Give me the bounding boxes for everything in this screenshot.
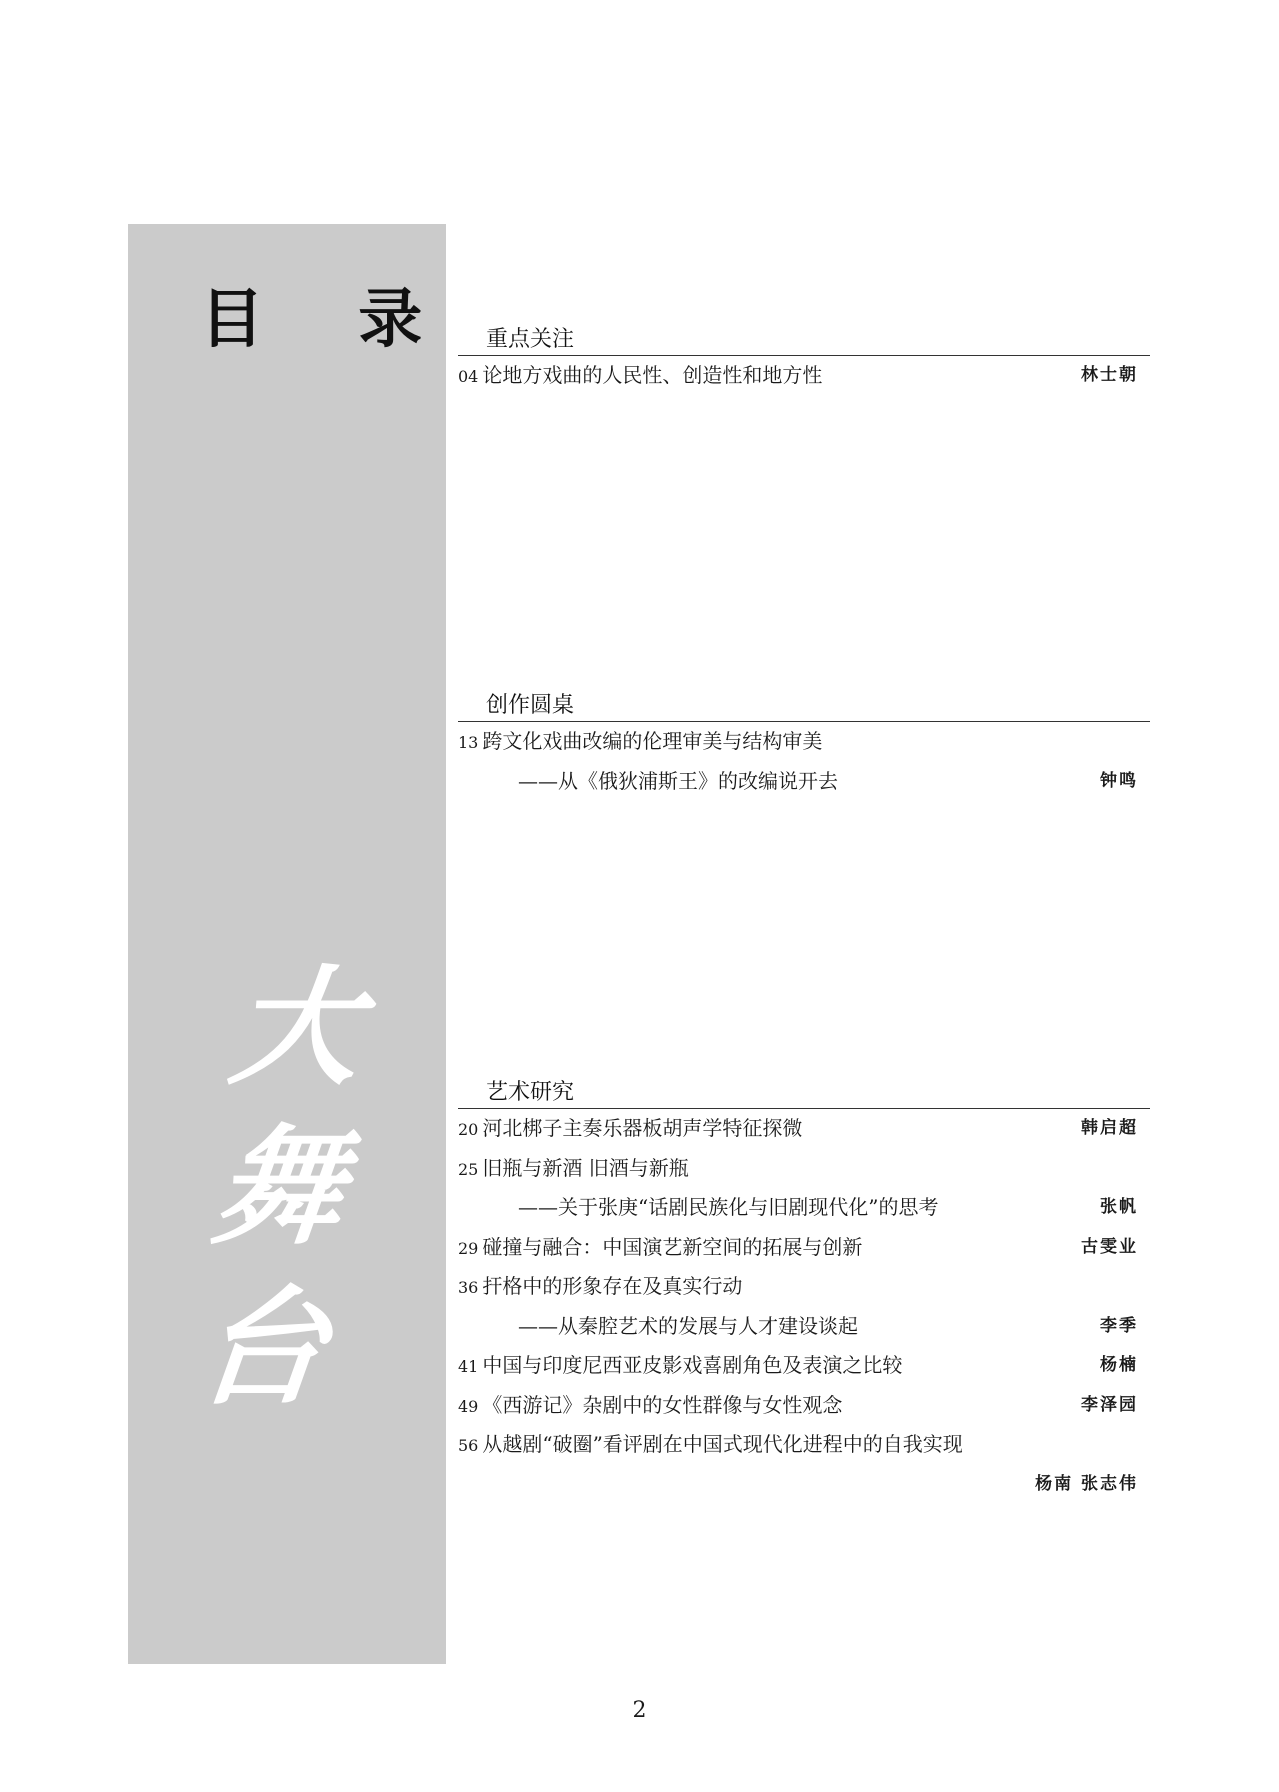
entry-author: 林士朝 xyxy=(1081,365,1138,385)
entry-subtitle: ——从《俄狄浦斯王》的改编说开去 xyxy=(518,768,838,793)
section-heading-text: 创作圆桌 xyxy=(486,693,575,718)
toc-entry[interactable] xyxy=(458,1346,1150,1386)
entry-page: 20 xyxy=(458,1120,479,1139)
toc-entry[interactable] xyxy=(458,356,1150,396)
toc-entry[interactable] xyxy=(458,1386,1150,1426)
entry-author: 钟鸣 xyxy=(1100,770,1138,791)
entry-author: 张帆 xyxy=(1100,1197,1138,1217)
entry-title: 论地方戏曲的人民性、创造性和地方性 xyxy=(482,363,823,387)
entry-subtitle: ——关于张庚“话剧民族化与旧剧现代化”的思考 xyxy=(518,1195,939,1219)
toc-entry-authors[interactable] xyxy=(458,1465,1150,1505)
page-title: 目 录 xyxy=(200,283,459,357)
toc-entry-subtitle[interactable] xyxy=(458,1307,1150,1347)
toc-entry[interactable] xyxy=(458,1425,1150,1465)
toc-entry[interactable] xyxy=(458,722,1150,762)
entry-page: 41 xyxy=(458,1357,479,1376)
entry-page: 49 xyxy=(458,1396,479,1416)
entry-author: 杨南 张志伟 xyxy=(1035,1473,1138,1494)
section-heading xyxy=(458,1078,1150,1109)
entry-page: 56 xyxy=(458,1436,479,1455)
entry-title: 河北梆子主奏乐器板胡声学特征探微 xyxy=(482,1116,803,1140)
sidebar-panel xyxy=(128,224,446,1664)
toc-section xyxy=(458,325,1150,396)
entry-page: 36 xyxy=(458,1278,479,1297)
entry-subtitle: ——从秦腔艺术的发展与人才建设谈起 xyxy=(518,1313,858,1338)
toc-entry[interactable] xyxy=(458,1228,1150,1268)
entry-author: 李季 xyxy=(1100,1315,1138,1336)
entry-page: 29 xyxy=(458,1238,479,1258)
page-number: 2 xyxy=(632,1698,647,1723)
toc-entry[interactable] xyxy=(458,1109,1150,1149)
entry-title: 跨文化戏曲改编的伦理审美与结构审美 xyxy=(482,729,823,753)
entry-author: 古雯业 xyxy=(1081,1236,1138,1257)
toc-entry-subtitle[interactable] xyxy=(458,1188,1150,1228)
section-heading-text: 艺术研究 xyxy=(486,1080,575,1105)
section-heading xyxy=(458,325,1150,356)
entry-author: 杨楠 xyxy=(1100,1355,1138,1375)
entry-title: 旧瓶与新酒 旧酒与新瓶 xyxy=(482,1155,689,1180)
entry-title: 从越剧“破圈”看评剧在中国式现代化进程中的自我实现 xyxy=(482,1432,963,1456)
entry-title: 中国与印度尼西亚皮影戏喜剧角色及表演之比较 xyxy=(482,1353,903,1377)
entry-page: 04 xyxy=(458,367,479,386)
entry-title: 《西游记》杂剧中的女性群像与女性观念 xyxy=(482,1392,843,1417)
magazine-logo-char: 台 xyxy=(190,1273,335,1423)
entry-page: 25 xyxy=(458,1159,479,1179)
entry-page: 13 xyxy=(458,733,479,752)
magazine-logo-char: 舞 xyxy=(207,1113,351,1263)
entry-title: 碰撞与融合：中国演艺新空间的拓展与创新 xyxy=(482,1234,863,1259)
entry-title: 扞格中的形象存在及真实行动 xyxy=(482,1274,743,1298)
toc-section xyxy=(458,691,1150,801)
toc-entry-subtitle[interactable] xyxy=(458,762,1150,802)
entry-author: 李泽园 xyxy=(1081,1394,1138,1415)
toc-entry[interactable] xyxy=(458,1267,1150,1307)
entry-author: 韩启超 xyxy=(1081,1118,1138,1138)
section-heading-text: 重点关注 xyxy=(486,327,575,352)
magazine-logo-char: 大 xyxy=(223,953,368,1103)
toc-section xyxy=(458,1078,1150,1504)
toc-entry[interactable] xyxy=(458,1149,1150,1189)
section-heading xyxy=(458,691,1150,722)
